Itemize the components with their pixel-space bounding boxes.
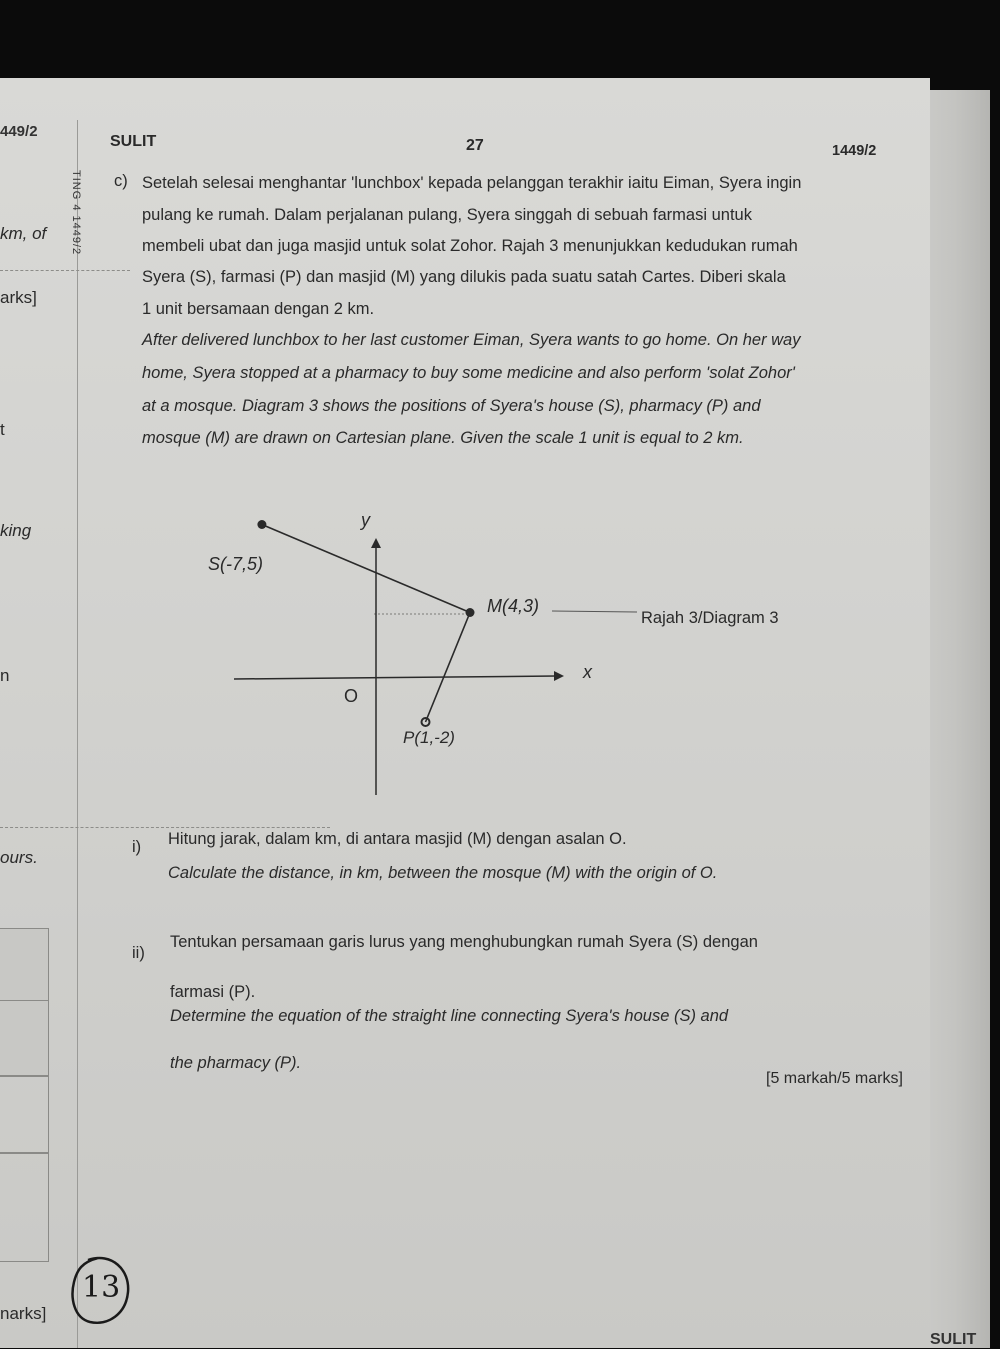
handwritten-score: 13 [82,1270,121,1305]
left-fragment-6: ours. [0,848,38,867]
part-ii-label: ii) [132,944,145,962]
question-english-line: at a mosque. Diagram 3 shows the positions of Syera's house (S), pharmacy (P) and [142,397,761,415]
diagram-caption: Rajah 3/Diagram 3 [641,609,779,627]
line-s-to-m [262,525,470,613]
part-ii-english-line-2: the pharmacy (P). [170,1054,302,1072]
left-page-code: 449/2 [0,123,38,140]
part-ii-english-line-1: Determine the equation of the straight line connecting Syera's house (S) and [170,1007,729,1025]
left-fragment-3: t [0,420,5,439]
caption-leader-line [552,611,637,612]
footer-sulit: SULIT [930,1331,977,1348]
line-m-to-p [426,613,471,723]
question-english-line: After delivered lunchbox to her last customer Eiman, Syera wants to go home. On her way [142,331,801,349]
x-axis-arrow [554,671,564,681]
point-m-label: M(4,3) [487,596,540,616]
header-sulit: SULIT [110,133,157,150]
x-axis-label: x [583,662,592,682]
point-p-label: P(1,-2) [403,728,455,747]
question-english-line: mosque (M) are drawn on Cartesian plane. Given the scale 1 unit is equal to 2 km. [142,429,744,447]
part-ii-malay-line-2: farmasi (P). [170,983,256,1001]
left-fragment-1: km, of [0,224,47,243]
y-axis-label: y [361,510,370,530]
question-malay-line: membeli ubat dan juga masjid untuk solat Zohor. Rajah 3 menunjukkan kedudukan rumah [142,237,798,255]
point-s [257,520,266,529]
side-tab: TING 4 1449/2 [70,170,82,256]
question-malay-line: pulang ke rumah. Dalam perjalanan pulang, Syera singgah di sebuah farmasi untuk [142,206,752,224]
x-axis [234,676,556,679]
left-fragment-2: arks] [0,288,37,307]
origin-label: O [344,686,359,706]
left-fragment-7: narks] [0,1304,47,1323]
question-label: c) [114,172,128,190]
paper-code: 1449/2 [832,143,877,159]
y-axis-arrow [371,538,381,548]
part-ii-malay-line-1: Tentukan persamaan garis lurus yang menghubungkan rumah Syera (S) dengan [170,933,758,951]
part-i-malay: Hitung jarak, dalam km, di antara masjid (M) dengan asalan O. [168,830,627,848]
marks-allocation: [5 markah/5 marks] [766,1070,903,1087]
part-i-english: Calculate the distance, in km, between the mosque (M) with the origin of O. [168,864,718,882]
point-s-label: S(-7,5) [208,554,264,574]
page-number: 27 [466,137,484,154]
left-fragment-5: n [0,666,10,685]
question-english-line: home, Syera stopped at a pharmacy to buy some medicine and also perform 'solat Zohor' [142,364,795,382]
question-malay-line: Syera (S), farmasi (P) dan masjid (M) yang dilukis pada suatu satah Cartes. Diberi skala [142,268,786,286]
question-malay-line: Setelah selesai menghantar 'lunchbox' kepada pelanggan terakhir iaitu Eiman, Syera ingin [142,174,802,192]
part-i-label: i) [132,838,142,856]
point-m [466,608,475,617]
left-fragment-4: king [0,521,32,540]
question-malay-line: 1 unit bersamaan dengan 2 km. [142,300,375,318]
